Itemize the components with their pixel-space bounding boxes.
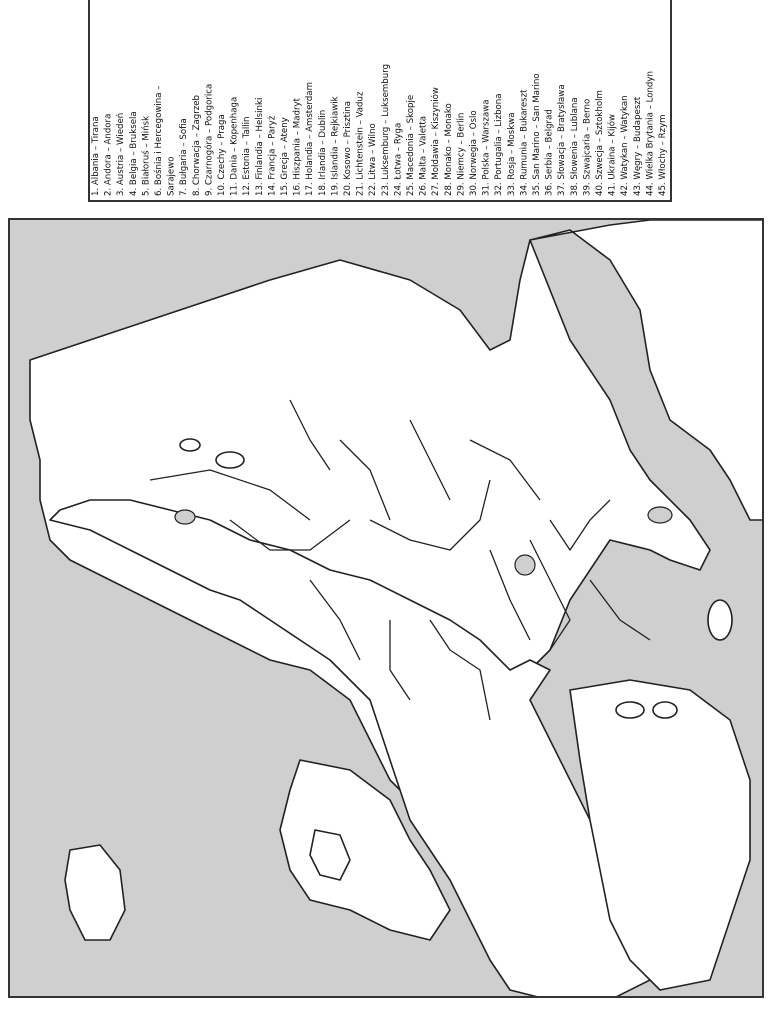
legend-entry: Sarajewo [166,156,177,196]
legend-entry: 23. Luksemburg – Luksemburg [380,63,391,196]
legend-entry: 24. Łotwa – Ryga [393,122,404,196]
legend-entry: 45. Włochy – Rzym [658,114,668,196]
legend-entry: 28. Monako – Monako [443,103,454,196]
legend-entry: 44. Wielka Brytania – Londyn [645,71,656,196]
legend-entry: 39. Szwajcaria – Berno [582,98,593,196]
legend-entry: 32. Portugalia – Lizbona [494,93,505,196]
legend-entry: 3. Austria – Wiedeń [116,112,127,196]
legend-entry: 41. Ukraina – Kijów [607,113,618,196]
legend-entry: 21. Lichtenstein – Vaduz [355,91,366,196]
island-5 [216,452,244,468]
legend-entry: 12. Estonia – Tallin [242,116,253,196]
legend-panel [88,0,672,202]
map-frame [8,218,764,998]
legend-entry: 20. Kosowo – Prisztina [343,100,353,196]
legend-entry: 9. Czarnogóra – Podgorica [204,83,215,196]
legend-entry: 11. Dania – Kopenhaga [229,96,240,196]
legend-entry: 15. Grecja – Ateny [280,117,290,196]
legend-entry: 10. Czechy – Praga [217,114,227,196]
lake-1 [175,510,195,524]
legend-entry: 29. Niemcy – Berlin [456,112,467,196]
legend-entry: 35. San Marino – San Marino [532,73,542,196]
legend-entry: 5. Białoruś – Mińsk [141,115,152,196]
legend-entry: 27. Mołdawia – Kiszyniów [431,87,442,196]
land-iceland [65,845,125,940]
legend-entry: 30. Norwegia – Oslo [469,110,479,196]
legend-entry: 31. Polska – Warszawa [481,99,492,196]
legend-entry: 36. Serbia – Belgrad [544,109,555,196]
legend-entry: 7. Bułgaria – Sofia [179,118,190,196]
legend-entry: 42. Watykan – Watykan [620,95,631,196]
legend-entry: 38. Słowenia – Lublana [569,97,580,196]
island-3 [708,600,732,640]
legend-entry: 37. Słowacja – Bratysława [557,84,568,196]
legend-entry: 34. Rumunia – Bukareszt [519,89,530,196]
legend-entry: 19. Islandia – Rejkiawik [330,96,341,196]
legend-entry: 2. Andora – Andora [103,113,114,196]
legend-entry: 4. Belgia – Bruksela [128,111,139,196]
legend-entry: 13. Finlandia – Helsinki [254,97,265,196]
legend-entry: 22. Litwa – Wilno [368,123,379,196]
lake-3 [648,507,672,523]
legend-entry: 18. Irlandia – Dublin [317,109,328,196]
island-4 [180,439,200,451]
legend-entry: 8. Chorwacja – Zagrzeb [191,95,202,196]
europe-blank-map [10,220,764,998]
legend-entry: 40. Szwecja – Sztokholm [595,90,605,196]
lake-2 [515,555,535,575]
legend-entry: 43. Węgry – Budapeszt [632,96,643,196]
legend-entry: 14. Francja – Paryż [267,115,278,196]
island-1 [616,702,644,718]
legend-entry: 33. Rosja – Moskwa [506,112,517,196]
legend-entry: 25. Macedonia – Skopje [406,94,416,196]
legend-entry: 1. Albania – Tirana [91,116,101,196]
legend-entry: 17. Holandia – Amsterdam [305,82,316,196]
island-2 [653,702,677,718]
legend-list [90,0,674,202]
legend-entry: 6. Bośnia i Hercegowina – [154,85,164,196]
legend-entry: 26. Malta – Valetta [418,115,429,196]
legend-entry: 16. Hiszpania – Madryt [292,98,303,196]
